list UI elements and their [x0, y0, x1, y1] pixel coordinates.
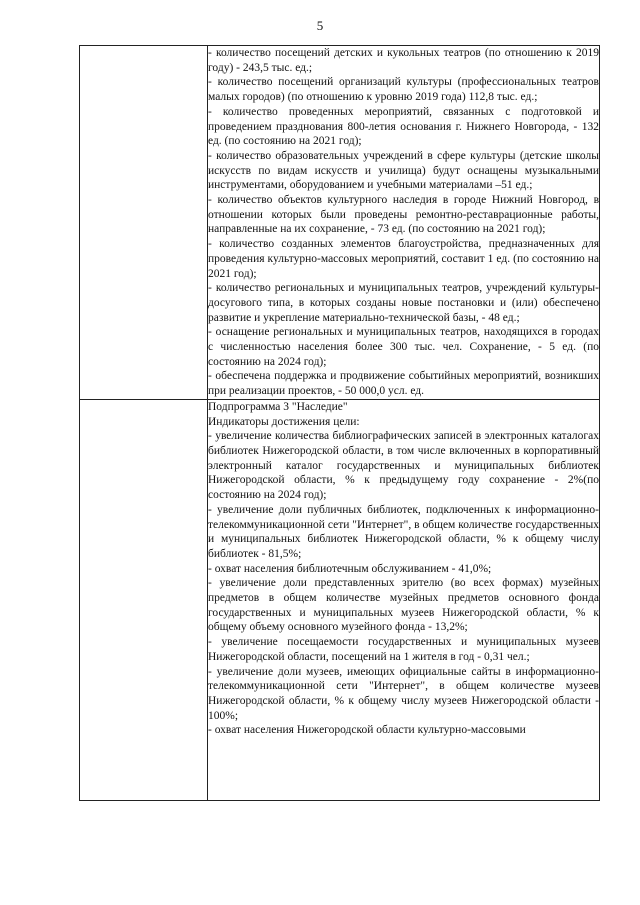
list-item: - количество посещений организаций культуры (профессиональных театров малых городов) (по отношению к уровню 2019 года) 112,8 тыс. ед.; [208, 76, 599, 104]
list-item: - количество образовательных учреждений в сфере культуры (детские школы искусств по видам искусств и училища) будут оснащены музыкальными инструментами, оборудованием и учебными материалами –51 ед.; [208, 149, 599, 192]
list-item: - увеличение доли публичных библиотек, подключенных к информационно-телекоммуникационной сети "Интернет", в общем количестве государственных и муниципальных библиотек Нижегородской области, % к общему числу библиотек - 81,5%; [208, 503, 599, 560]
list-item: - увеличение доли музеев, имеющих официальные сайты в информационно-телекоммуникационной сети "Интернет", в общем количестве музеев Нижегородской области, % к общему числу музеев Нижегородской области - 100%; [208, 665, 599, 722]
document-table [79, 45, 600, 801]
list-item: - увеличение количества библиографических записей в электронных каталогах библиотек Нижегородской области, в том числе включенных в корпоративный электронный каталог государственных и муниципальных библиотек Нижегородской области, % к предыдущему году сохранение - 2%(по состоянию на 2024 год); [208, 430, 599, 502]
list-item: - количество созданных элементов благоустройства, предназначенных для проведения культурно-массовых мероприятий, составит 1 ед. (по состоянию на 2021 год); [208, 238, 599, 280]
page-number: 5 [316, 18, 324, 33]
left-cell [80, 46, 208, 400]
list-item: - оснащение региональных и муниципальных театров, находящихся в городах с численностью населения более 300 тыс. чел. Сохранение, - 5 ед. (по состоянию на 2024 год); [208, 326, 599, 368]
list-item: - количество региональных и муниципальных театров, учреждений культуры-досугового типа, в которых созданы новые постановки и (или) обеспечено развитие и укрепление материально-технической базы, - 48 ед.; [208, 282, 599, 324]
list-item: - охват населения библиотечным обслуживанием - 41,0%; [208, 562, 492, 575]
list-item: - охват населения Нижегородской области культурно-массовыми [208, 724, 526, 737]
list-item: - количество объектов культурного наследия в городе Нижний Новгород, в отношении которых были проведены ремонтно-реставрационные работы, направленные на их сохранение, - 73 ед. (по состоянию на 2021 год); [208, 194, 599, 236]
list-item: - количество посещений детских и кукольных театров (по отношению к 2019 году) - 243,5 тыс. ед.; [208, 47, 599, 74]
right-cell [208, 46, 600, 400]
left-cell [80, 399, 208, 800]
list-item: - увеличение доли представленных зрителю (во всех формах) музейных предметов в общем количестве музейных предметов основного фонда государственных и муниципальных музеев Нижегородской области, % к общему объему основного музейного фонда - 13,2%; [208, 577, 599, 634]
right-cell [208, 399, 600, 800]
list-item: - обеспечена поддержка и продвижение событийных мероприятий, возникших при реализации проектов, - 50 000,0 усл. ед. [208, 370, 599, 398]
list-item: - увеличение посещаемости государственных и муниципальных музеев Нижегородской области, посещений на 1 жителя в год - 0,31 чел.; [208, 636, 599, 663]
subprogram-title: Подпрограмма 3 "Наследие" [208, 400, 348, 413]
list-item: - количество проведенных мероприятий, связанных с подготовкой и проведением празднования 800-летия основания г. Нижнего Новгорода, - 132 ед. (по состоянию на 2021 год); [208, 105, 599, 148]
table-row [80, 46, 600, 400]
table-row [80, 399, 600, 800]
indicators-title: Индикаторы достижения цели: [208, 415, 360, 428]
